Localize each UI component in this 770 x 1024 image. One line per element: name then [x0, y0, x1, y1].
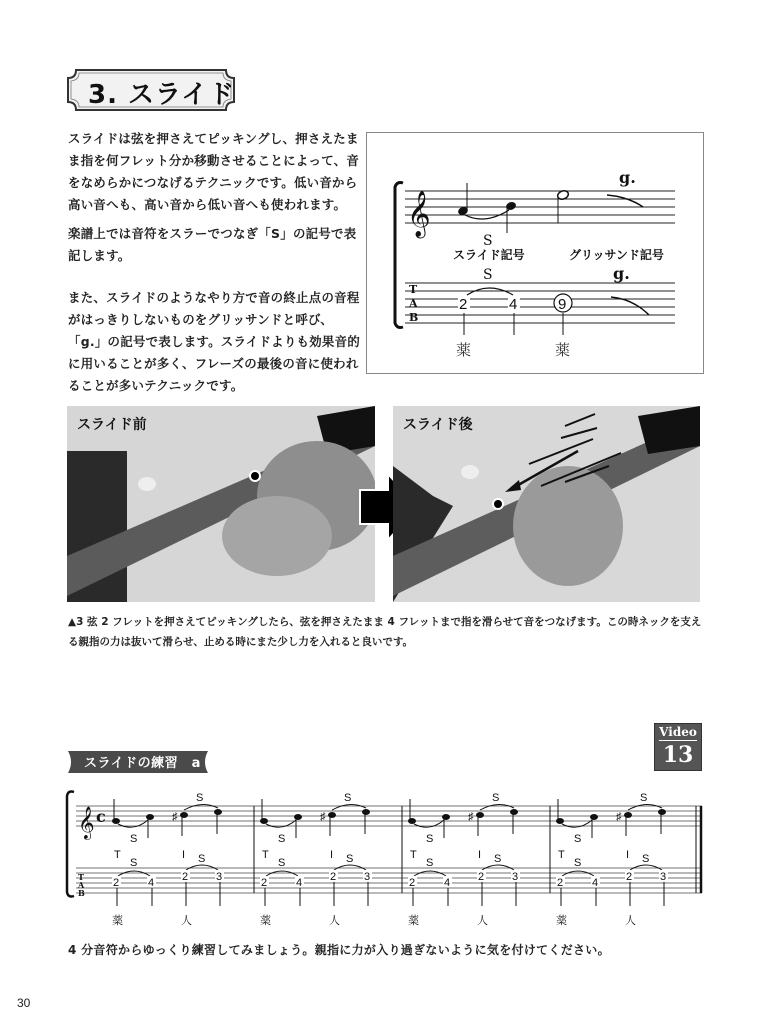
svg-text:人: 人 [181, 914, 192, 927]
svg-text:4: 4 [296, 877, 303, 889]
svg-text:g.: g. [619, 168, 636, 187]
section-title: 3. スライド [88, 80, 236, 110]
svg-text:薬: 薬 [260, 914, 271, 927]
svg-text:A: A [409, 297, 418, 310]
svg-text:S: S [483, 267, 493, 283]
svg-text:2: 2 [113, 877, 120, 889]
photo-caption: ▲3 弦 2 フレットを押さえてピッキングしたら、弦を押さえたまま 4 フレットまで指を滑らせて音をつなげます。この時ネックを支える親指の力は抜いて滑らせ、止める時にまた少し力を入れると良いです。 [68, 616, 702, 648]
svg-text:S: S [640, 792, 648, 804]
svg-text:S: S [426, 857, 434, 869]
svg-text:スライド記号: スライド記号 [453, 248, 525, 262]
measure-2 [260, 792, 372, 927]
svg-text:S: S [130, 833, 138, 845]
page-number: 30 [17, 996, 31, 1010]
svg-text:♯: ♯ [616, 811, 622, 823]
photo-before-slide [67, 406, 375, 602]
treble-clef-icon: 𝄞 [78, 806, 95, 839]
photo-after-label: スライド後 [403, 417, 473, 433]
svg-text:3: 3 [660, 871, 667, 883]
photo-before-label: スライド前 [77, 417, 147, 433]
svg-text:3: 3 [216, 871, 223, 883]
svg-text:S: S [344, 792, 352, 804]
intro-paragraph-2: 楽譜上では音符をスラーでつなぎ「S」の記号で表記します。 [68, 226, 357, 263]
svg-text:S: S [642, 853, 650, 865]
video-number: 13 [662, 742, 694, 768]
svg-text:S: S [492, 792, 500, 804]
svg-text:T: T [114, 849, 121, 861]
photo-after-slide [393, 406, 700, 602]
svg-text:I: I [478, 849, 482, 861]
svg-text:S: S [574, 833, 582, 845]
intro-paragraph-3: また、スライドのようなやり方で音の終止点の音程がはっきりしないものをグリッサンドと呼び、「g.」の記号で表します。スライドよりも効果音的に用いることが多く、フレーズの最後の音に使われることが多いテクニックです。 [68, 290, 361, 393]
svg-text:A: A [78, 880, 85, 890]
svg-text:4: 4 [509, 296, 518, 313]
svg-text:T: T [262, 849, 269, 861]
video-badge-divider [659, 740, 697, 741]
svg-text:I: I [182, 849, 186, 861]
notation-diagram-svg [367, 133, 703, 373]
measure-4 [556, 792, 668, 927]
svg-text:♯: ♯ [172, 811, 178, 823]
treble-clef-icon: 𝄞 [407, 191, 431, 237]
svg-text:3: 3 [364, 871, 371, 883]
svg-text:S: S [198, 853, 206, 865]
video-label: Video [659, 725, 697, 739]
practice-note: 4 分音符からゆっくり練習してみましょう。親指に力が入り過ぎないように気を付けてください。 [68, 943, 610, 957]
svg-text:c: c [96, 807, 106, 826]
svg-text:T: T [409, 283, 418, 296]
svg-text:2: 2 [409, 877, 416, 889]
svg-text:人: 人 [477, 914, 488, 927]
svg-text:S: S [278, 833, 286, 845]
svg-text:2: 2 [182, 871, 189, 883]
svg-text:I: I [330, 849, 334, 861]
svg-text:4: 4 [592, 877, 599, 889]
svg-text:S: S [346, 853, 354, 865]
svg-text:S: S [494, 853, 502, 865]
svg-text:薬: 薬 [556, 914, 567, 927]
exercise-title: スライドの練習 a [84, 756, 201, 771]
svg-text:g.: g. [613, 264, 630, 283]
svg-text:S: S [196, 792, 204, 804]
svg-text:2: 2 [261, 877, 268, 889]
svg-text:グリッサンド記号: グリッサンド記号 [569, 248, 664, 262]
svg-text:9: 9 [558, 296, 567, 313]
svg-text:3: 3 [512, 871, 519, 883]
intro-paragraph-1: スライドは弦を押さえてピッキングし、押さえたまま指を何フレット分か移動させることによって、音をなめらかにつなげるテクニックです。低い音から高い音へも、高い音から低い音へも使われます。 [68, 131, 360, 212]
svg-text:人: 人 [625, 914, 636, 927]
svg-text:S: S [483, 233, 493, 249]
svg-text:4: 4 [444, 877, 451, 889]
svg-text:S: S [426, 833, 434, 845]
svg-text:薬: 薬 [456, 341, 472, 359]
svg-text:S: S [574, 857, 582, 869]
measure-1 [112, 792, 224, 927]
svg-text:薬: 薬 [112, 914, 123, 927]
svg-text:人: 人 [329, 914, 340, 927]
svg-text:薬: 薬 [555, 341, 571, 359]
svg-text:♯: ♯ [468, 811, 474, 823]
svg-text:2: 2 [330, 871, 337, 883]
measure-3 [408, 792, 520, 927]
svg-text:薬: 薬 [408, 914, 419, 927]
svg-text:T: T [78, 872, 84, 882]
svg-text:♯: ♯ [320, 811, 326, 823]
svg-text:4: 4 [148, 877, 155, 889]
svg-text:2: 2 [626, 871, 633, 883]
svg-text:T: T [558, 849, 565, 861]
svg-text:B: B [78, 888, 85, 898]
svg-text:I: I [626, 849, 630, 861]
notation-diagram [366, 132, 704, 374]
svg-text:T: T [410, 849, 417, 861]
svg-text:S: S [278, 857, 286, 869]
svg-text:2: 2 [557, 877, 564, 889]
svg-text:2: 2 [478, 871, 485, 883]
svg-text:B: B [409, 311, 419, 324]
svg-text:S: S [130, 857, 138, 869]
exercise-notation [62, 784, 712, 934]
svg-text:2: 2 [459, 296, 468, 313]
